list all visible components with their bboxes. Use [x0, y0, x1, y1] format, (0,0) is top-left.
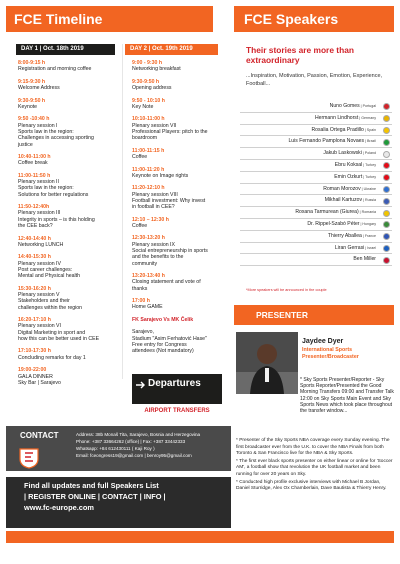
schedule-description: Plenary session V Stakeholders and their challenges within the region [18, 292, 83, 311]
speaker-country: Romania [361, 210, 376, 215]
schedule-description: Plenary session VIII Football investment: Why invest in football in CEE? [132, 191, 206, 211]
schedule-description: Keynote [18, 103, 38, 110]
nav-links[interactable]: | REGISTER ONLINE | CONTACT | INFO | [24, 492, 166, 501]
schedule-time: 9:50 - 10:10 h [132, 97, 165, 104]
speakers-subline: ...Inspiration, Motivation, Passion, Emotion, Experience, Football... [246, 73, 383, 87]
contact-heading: CONTACT [20, 431, 59, 440]
schedule-time: 12:10 – 12:30 h [132, 216, 169, 223]
day2-header: DAY 2 | Oct. 19th 2019 [125, 44, 218, 55]
presenter-role: International Sports Presenter/Broadcaster [302, 347, 359, 360]
schedule-item [132, 98, 224, 111]
schedule-time: 9:00 - 9:30 h [132, 60, 162, 66]
speaker-name: Liran Gerrasi [334, 244, 365, 251]
schedule-time: 10:10-11:00 h [132, 116, 165, 123]
speaker-country: Hungary [362, 221, 376, 226]
speaker-separator: | [364, 139, 367, 144]
presenter-bio-paragraph: * Presenter of the Sky Sports NBA coverage every Sunday evening. The first broadcaster ever from the U.K. to cover the NBA Finals from both Toronto & San Francisco live for the NBA & Sky Sports. [236, 438, 390, 457]
schedule-item [18, 79, 118, 92]
speaker-row [240, 254, 392, 266]
speaker-row [240, 243, 392, 255]
schedule-item [132, 79, 224, 92]
presenter-bio-paragraph: * The first ever black sports presenter on either linear or online for 'Soccer AM', a football show that revolution the UK football market and been running for over 20 years on Sky. [236, 458, 393, 477]
schedule-description: Plenary session I Sports law in the region: Challenges in accessing sporting justice [18, 122, 94, 148]
schedule-item [132, 60, 224, 73]
schedule-item [132, 167, 224, 180]
departures-banner[interactable] [132, 374, 222, 414]
schedule-time: 9:50 -10:40 h [18, 116, 50, 123]
schedule-item [132, 298, 224, 311]
country-flag-icon [383, 198, 390, 205]
schedule-description: Registration and morning coffee [18, 66, 92, 73]
country-flag-icon [383, 245, 390, 252]
presenter-bio [236, 438, 394, 494]
schedule-description: Plenary session IV Post career challenges: Mental and Physical health [18, 260, 80, 280]
country-flag-icon [383, 174, 390, 181]
schedule-time: 17:00 h [132, 298, 150, 305]
schedule-description: Key Note [132, 103, 154, 110]
speaker-row [240, 172, 392, 184]
speaker-country: Brazil [367, 139, 376, 144]
schedule-description: Plenary session VI Digital Marketing in sport and how this can be better used in CEE [18, 323, 100, 342]
country-flag-icon [383, 233, 390, 240]
speaker-country: France [364, 233, 376, 238]
links-block [6, 477, 231, 528]
home-game-venue: Sarajevo, Stadium "Asim Ferhatović Hase" Free entry for Congress attendees (Not mandatory) [132, 329, 207, 355]
speaker-name: Ebru Koksal [334, 161, 363, 168]
speaker-name: Nuno Gomes [329, 103, 360, 109]
country-flag-icon [383, 210, 390, 217]
schedule-description: Plenary session III Integrity in sports – is this holding the CEE back? [18, 210, 95, 230]
schedule-item [18, 348, 118, 361]
speaker-separator: | [359, 221, 363, 226]
schedule-description: Keynote on Image rights [132, 172, 189, 179]
speaker-row [240, 113, 392, 125]
schedule-time: 11:00-11:20 h [132, 166, 165, 173]
departures-label: Departures [148, 378, 201, 389]
country-flag-icon [383, 162, 390, 169]
schedule-description: Plenary session VII Professional Players: pitch to the boardroom [132, 122, 208, 142]
schedule-time: 8:00-9:15 h [18, 60, 46, 66]
speakers-title: FCE Speakers [234, 6, 394, 32]
schedule-item [18, 204, 118, 229]
airplane-icon [135, 380, 145, 390]
speaker-country: Turkey [365, 174, 376, 179]
updates-line: Find all updates and full Speakers List [24, 481, 159, 490]
schedule-description: Coffee [132, 154, 148, 161]
speaker-row [240, 219, 392, 231]
schedule-item [18, 254, 118, 279]
speaker-separator: | [361, 151, 365, 156]
home-game-match: FK Sarajevo Vs MK Čelik [132, 316, 194, 323]
schedule-description: Home GAME [132, 304, 163, 311]
speaker-separator: | [361, 233, 365, 238]
schedule-item [132, 235, 224, 266]
schedule-time: 11:50-12:40h [18, 204, 50, 211]
schedule-description: Closing statement and vote of thanks [132, 279, 201, 292]
speaker-row [240, 207, 392, 219]
presenter-bio-paragraph: * Conducted high profile exclusive interviews with Michael B Jordan, Daniel Sturridge, Alex Ox Chamberlain, Dave Bautista & Thierry Henry. [236, 479, 387, 492]
speaker-name: Roxana Tarmurean (Giurea) [295, 209, 359, 216]
speaker-country: Spain [366, 127, 376, 132]
schedule-item [18, 116, 118, 147]
website-link[interactable]: www.fc-europe.com [24, 503, 94, 512]
contact-block [6, 426, 231, 471]
schedule-description: Plenary session II Sports law in the region: Solutions for better regulations [18, 179, 89, 198]
speakers-note: *More speakers will be announced in the couple [246, 288, 327, 292]
schedule-time: 14:40-15:30 h [18, 254, 51, 261]
country-flag-icon [383, 151, 390, 158]
schedule-time: 10:40-11:00 h [18, 154, 51, 161]
schedule-time: 16:20-17:10 h [18, 317, 51, 324]
speaker-country: Poland [364, 151, 376, 156]
speaker-row [240, 195, 392, 207]
speaker-list [240, 101, 392, 266]
country-flag-icon [383, 257, 390, 264]
schedule-description: Concluding remarks for day 1 [18, 354, 86, 361]
speaker-separator: | [364, 245, 368, 250]
schedule-time: 12:40-14:40 h [18, 235, 51, 242]
presenter-photo-image [236, 332, 298, 394]
speaker-separator: | [362, 174, 366, 179]
speaker-separator: | [358, 115, 362, 120]
speaker-separator: | [359, 104, 363, 108]
schedule-time: 13:20-13:40 h [132, 273, 165, 280]
schedule-item [132, 185, 224, 210]
speaker-row [240, 125, 392, 137]
speaker-name: Roman Morozov [323, 185, 361, 192]
schedule-time: 9:30-9:50 h [132, 78, 160, 85]
schedule-description: Plenary session IX Social entrepreneurship in sports and the benefits to the community [132, 241, 208, 267]
speaker-row [240, 101, 392, 113]
speaker-name: Ben Miller [353, 256, 376, 263]
speaker-name: Mikhail Kartuzov [324, 197, 363, 204]
schedule-time: 11:00-11:15 h [132, 147, 165, 154]
speaker-name: Jakub Laskowski [323, 150, 362, 157]
speaker-row [240, 148, 392, 160]
speaker-row [240, 184, 392, 196]
schedule-description: Opening address [132, 85, 172, 92]
schedule-time: 19:00-22:00 [18, 367, 47, 374]
day1-schedule [18, 60, 118, 392]
speaker-country: Ukraine [363, 186, 376, 191]
schedule-time: 11:20-12:10 h [132, 185, 165, 192]
speaker-name: Luis Fernando Pamplona Novaes [288, 138, 365, 145]
timeline-title: FCE Timeline [6, 6, 213, 32]
speaker-name: Rosalia Ortega Pradillo [311, 126, 364, 133]
schedule-description: Networking breakfast [132, 66, 181, 73]
schedule-item [18, 286, 118, 311]
speaker-separator: | [358, 210, 362, 215]
speaker-name: Hermann Lindhorst [314, 114, 359, 121]
speaker-country: Germany [361, 115, 376, 120]
schedule-item [18, 60, 118, 73]
schedule-item [18, 367, 118, 386]
fce-logo-icon [16, 447, 42, 469]
speaker-row [240, 136, 392, 148]
country-flag-icon [383, 139, 390, 146]
day2-schedule [132, 60, 224, 354]
schedule-item [18, 236, 118, 249]
schedule-item [132, 217, 224, 230]
speaker-separator: | [362, 162, 366, 167]
schedule-time: 9:15-9:30 h [18, 78, 46, 85]
schedule-description: Networking LUNCH [18, 241, 64, 248]
speaker-country: Turkey [365, 162, 376, 167]
schedule-item [18, 98, 118, 111]
contact-details: Address: 38b Monaš Tita, Sarajevo, Bosnia and Herzegovina Phone: +387 33664262 (office) | Fax: +387 33442333 Whatsapp: +84 612430111 ( Kaji Roy ) Email: fceongress19@gmail.com | benroy95@gmail.com [76, 432, 201, 458]
speaker-country: Portugal [362, 104, 376, 108]
schedule-item [18, 154, 118, 167]
country-flag-icon [383, 115, 390, 122]
presenter-bio-short: * Sky Sports Presenter/Reporter - Sky Sports Reporter/Presented the Good Morning Transfers 09:00 and Transfer Talk 12:00 on Sky Sports Main Event and Sky Sports News which took place throughout the transfer window... [300, 377, 394, 415]
schedule-item [18, 317, 118, 342]
country-flag-icon [383, 103, 390, 110]
speaker-row [240, 160, 392, 172]
airport-transfers-label: AIRPORT TRANSFERS [144, 408, 210, 414]
presenter-photo [236, 332, 298, 394]
schedule-description: GALA DINNER Sky Bar | Sarajevo [18, 373, 61, 386]
footer-strip [6, 531, 394, 543]
schedule-item [132, 273, 224, 292]
speaker-row [240, 231, 392, 243]
schedule-time: 9:30-9:50 h [18, 97, 46, 104]
speaker-separator: | [363, 127, 367, 132]
column-divider [122, 44, 123, 379]
schedule-description: Welcome Address [18, 85, 60, 92]
speaker-country: Russia [365, 198, 376, 203]
speaker-separator: | [362, 198, 365, 203]
schedule-time: 11:00-11:50 h [18, 172, 51, 179]
speaker-separator: | [360, 186, 364, 191]
speaker-name: Emin Ozkurt [334, 173, 363, 180]
country-flag-icon [383, 221, 390, 228]
schedule-time: 17:10-17:30 h [18, 348, 51, 355]
country-flag-icon [383, 186, 390, 193]
schedule-description: Coffee break [18, 160, 48, 167]
speaker-name: Thierry Aballea [327, 232, 362, 239]
schedule-time: 12:30-13:20 h [132, 235, 165, 242]
schedule-item [132, 116, 224, 141]
presenter-heading: PRESENTER [234, 305, 394, 325]
speaker-name: Dr. Rippel-Szabó Péter [307, 220, 360, 227]
day1-header: DAY 1 | Oct. 18th 2019 [16, 44, 115, 55]
country-flag-icon [383, 127, 390, 134]
schedule-item [18, 173, 118, 198]
schedule-time: 15:30-16:20 h [18, 285, 51, 292]
schedule-item [132, 148, 224, 161]
presenter-name: Jaydee Dyer [302, 338, 344, 345]
speakers-tagline: Their stories are more than extraordinary [246, 45, 354, 65]
speaker-country: Israel [367, 245, 376, 250]
schedule-description: Coffee [132, 222, 148, 229]
